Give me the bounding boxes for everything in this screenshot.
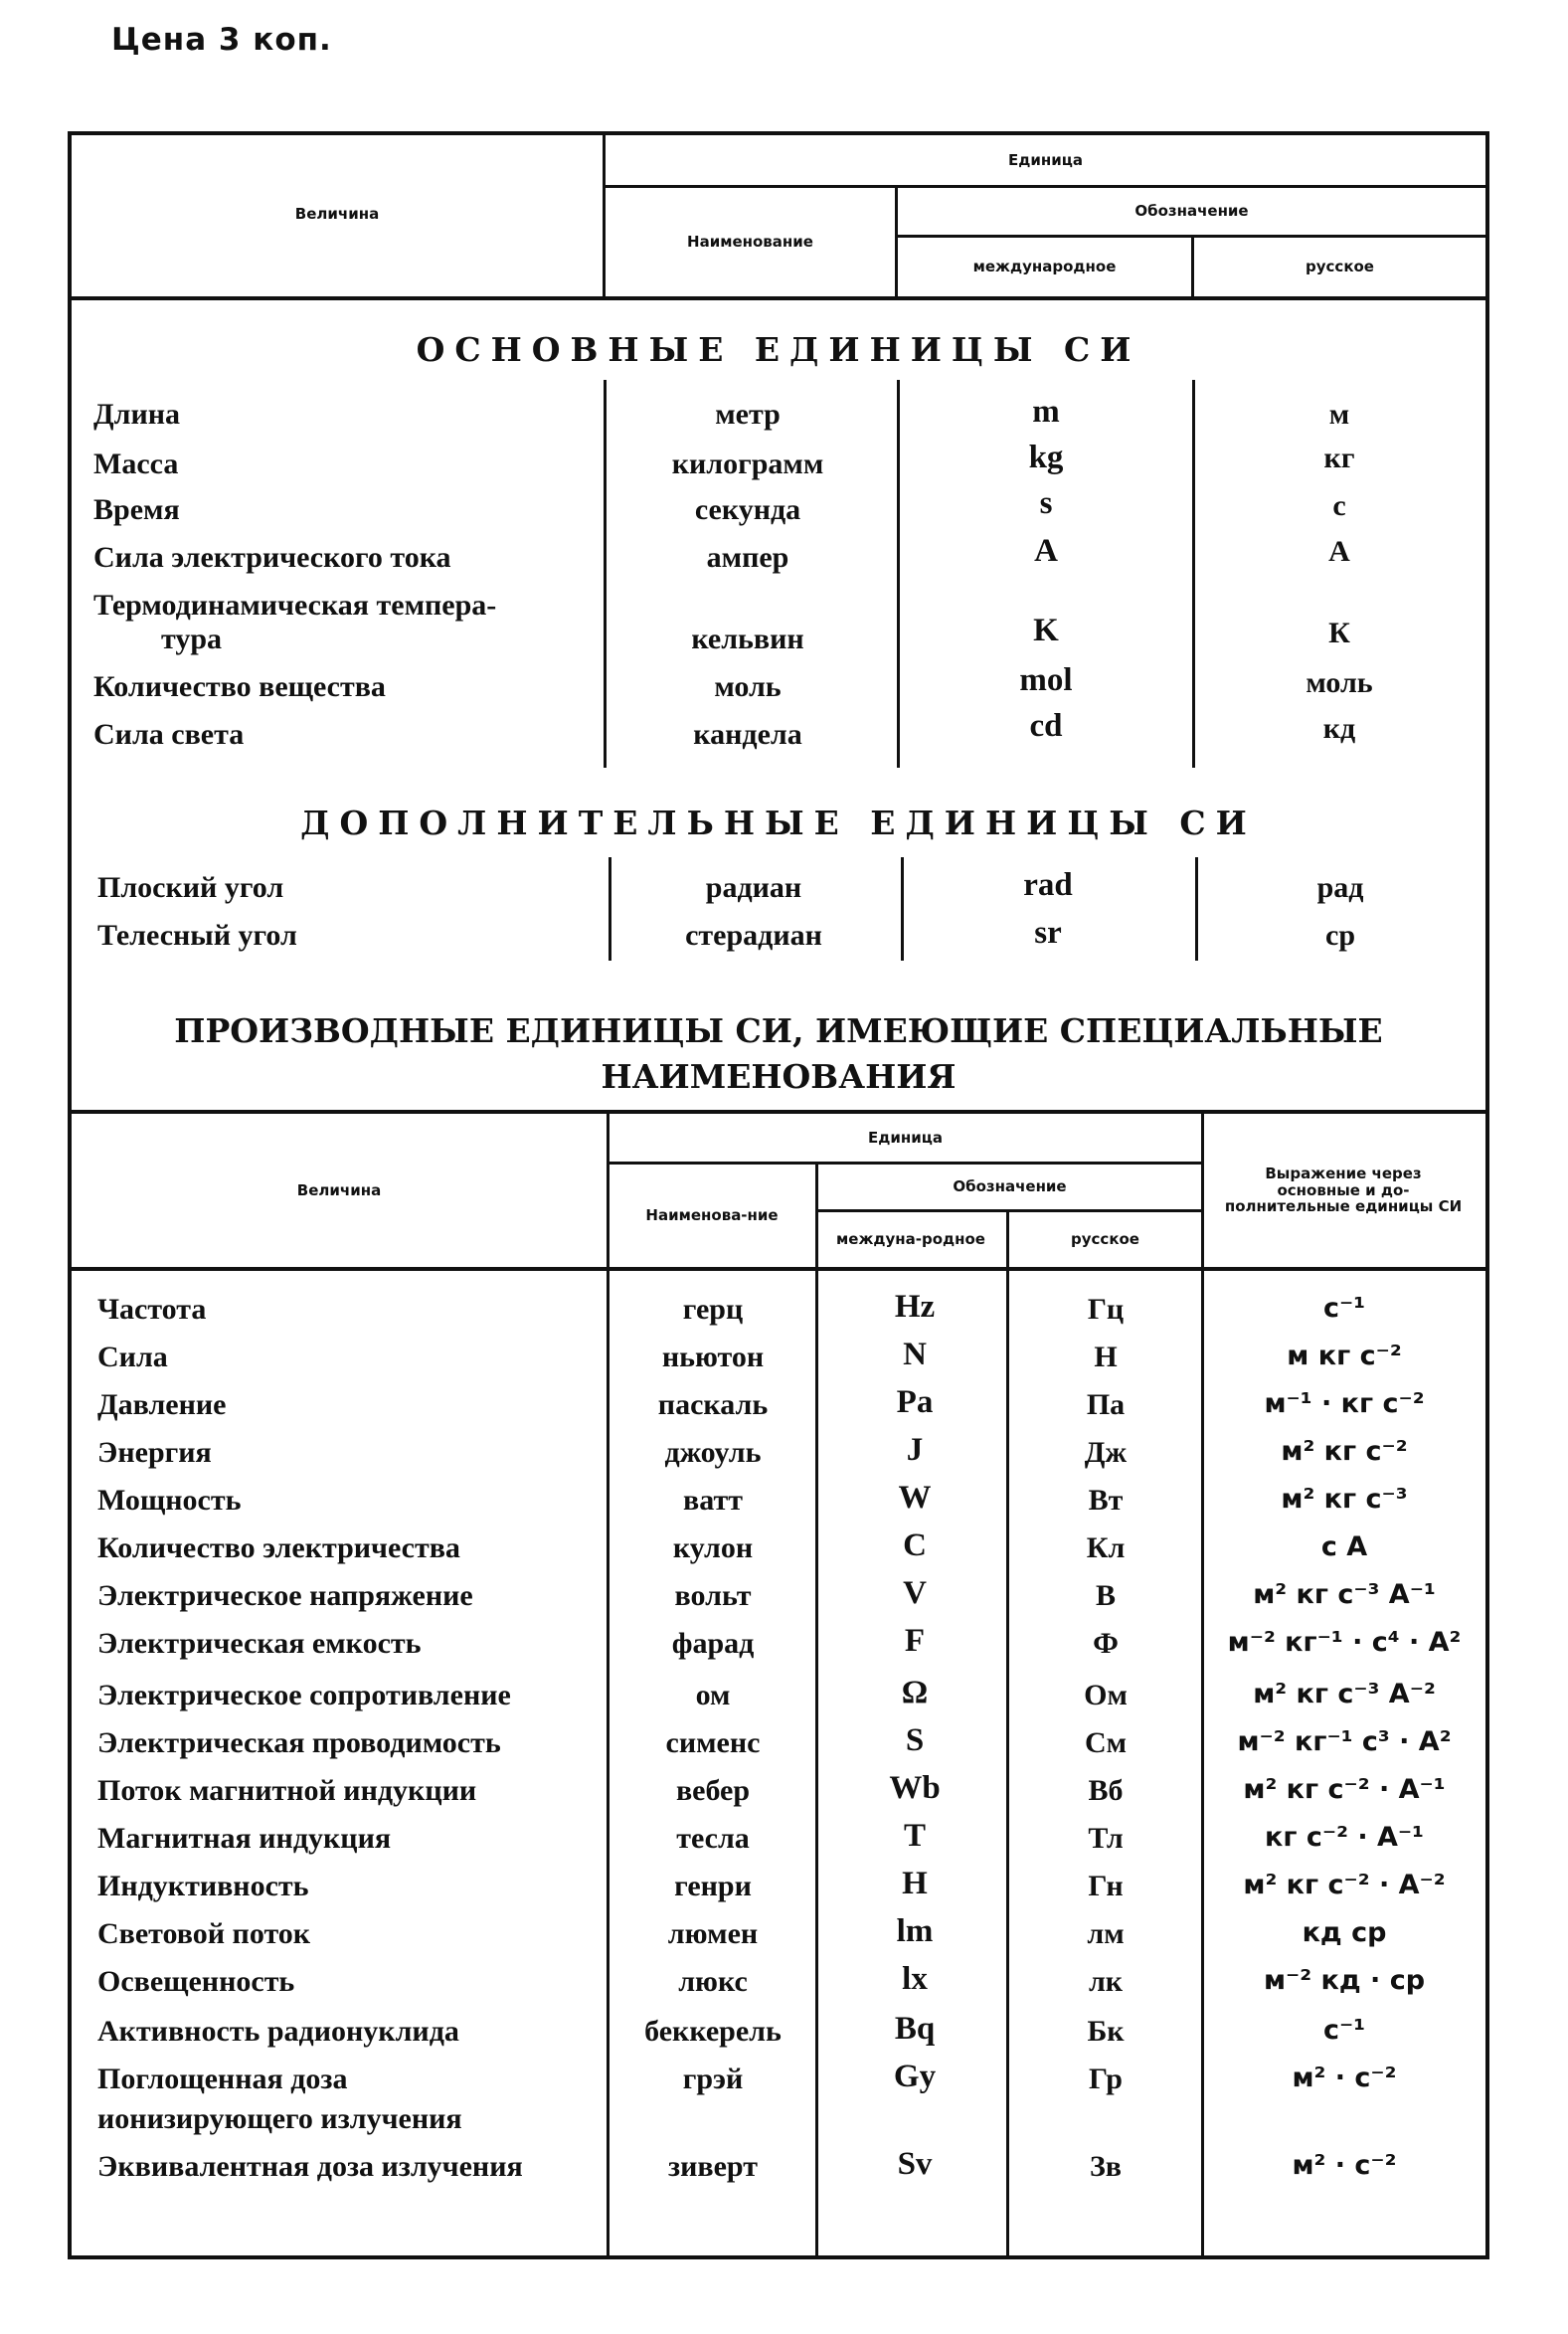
rus-cell: моль <box>1306 666 1373 699</box>
expression-cell: м кг с⁻² <box>1287 1341 1402 1371</box>
header-international: международное <box>972 258 1117 276</box>
intl-cell: S <box>905 1722 925 1758</box>
quantity-cell: Магнитная индукция <box>97 1822 392 1855</box>
quantity-cell: Телесный угол <box>97 919 297 952</box>
quantity-cell: Световой поток <box>97 1917 311 1950</box>
expression-cell: кд ср <box>1302 1917 1387 1948</box>
derived-title-line2: НАИМЕНОВАНИЯ <box>601 1057 957 1096</box>
quantity-cell: Поглощенная доза <box>97 2063 348 2095</box>
intl-cell: Wb <box>889 1770 941 1806</box>
intl-cell: J <box>906 1432 924 1468</box>
intl-cell: lx <box>902 1961 928 1997</box>
column-separator <box>897 380 900 768</box>
expression-cell: м⁻² кг⁻¹ · с⁴ · А² <box>1227 1627 1462 1658</box>
name-cell: вебер <box>675 1774 751 1807</box>
name-cell: радиан <box>705 871 802 904</box>
section-title-derived <box>72 1008 1485 1100</box>
column-separator <box>604 380 607 768</box>
quantity-cell: Освещенность <box>97 1965 295 1998</box>
intl-cell: mol <box>1019 662 1073 698</box>
rus-cell: м <box>1328 398 1350 431</box>
quantity-cell: Активность радионуклида <box>97 2015 459 2048</box>
name-cell: фарад <box>671 1627 755 1660</box>
intl-cell: N <box>903 1337 927 1372</box>
derived-header-unit: Единица <box>868 1128 943 1147</box>
rus-cell: Вб <box>1088 1774 1124 1807</box>
rus-cell: В <box>1095 1579 1117 1612</box>
derived-header-russian: русское <box>1071 1230 1139 1249</box>
rule <box>607 1110 610 2255</box>
intl-cell: Ω <box>901 1675 929 1710</box>
name-cell: генри <box>674 1870 752 1902</box>
name-cell: секунда <box>694 493 801 526</box>
name-cell: кулон <box>672 1531 754 1564</box>
quantity-cell: Количество электричества <box>97 1531 460 1564</box>
name-cell: беккерель <box>644 2015 782 2048</box>
quantity-cell-continued: ионизирующего излучения <box>97 2102 462 2135</box>
intl-cell: cd <box>1029 708 1063 744</box>
rus-cell: Гн <box>1088 1870 1124 1902</box>
intl-cell: Hz <box>894 1289 936 1325</box>
intl-cell: A <box>1034 533 1058 569</box>
quantity-cell: Индуктивность <box>97 1870 309 1902</box>
rus-cell: лм <box>1087 1917 1125 1950</box>
intl-cell: Sv <box>897 2146 933 2182</box>
name-cell: грэй <box>682 2063 744 2095</box>
quantity-cell: Сила света <box>93 718 245 751</box>
name-cell: стерадиан <box>685 919 822 952</box>
expression-cell: м² кг с⁻³ А⁻² <box>1253 1679 1436 1709</box>
rus-cell: Кл <box>1086 1531 1126 1564</box>
expression-cell: с⁻¹ <box>1322 2015 1366 2046</box>
quantity-cell-continued: тура <box>161 623 223 655</box>
rus-cell: Дж <box>1084 1436 1128 1469</box>
expression-cell: м² · с⁻² <box>1292 2150 1397 2181</box>
header-designation: Обозначение <box>1134 202 1249 221</box>
header-quantity: Величина <box>294 204 380 223</box>
price-label: Цена 3 коп. <box>111 22 332 58</box>
quantity-cell: Термодинамическая темпера- <box>93 589 497 622</box>
header-unit: Единица <box>1008 150 1083 169</box>
name-cell: люмен <box>667 1917 759 1950</box>
name-cell: ватт <box>683 1484 743 1517</box>
expression-cell: м² кг с⁻³ <box>1281 1484 1408 1515</box>
name-cell: ом <box>695 1679 731 1711</box>
header-name: Наименование <box>687 233 813 252</box>
rule <box>1201 1110 1204 2255</box>
intl-cell: sr <box>1034 915 1062 951</box>
derived-title-line1: ПРОИЗВОДНЫЕ ЕДИНИЦЫ СИ, ИМЕЮЩИЕ СПЕЦИАЛЬНЫЕ <box>174 1011 1383 1050</box>
section-title-supplementary: ДОПОЛНИТЕЛЬНЫЕ ЕДИНИЦЫ СИ <box>300 804 1257 842</box>
intl-cell: Pa <box>896 1384 934 1420</box>
intl-cell: C <box>903 1527 927 1563</box>
name-cell: ньютон <box>661 1341 765 1373</box>
rus-cell: ср <box>1325 919 1355 952</box>
name-cell: джоуль <box>664 1436 762 1469</box>
rus-cell: кд <box>1322 712 1356 745</box>
name-cell: моль <box>714 670 782 703</box>
name-cell: вольт <box>674 1579 752 1612</box>
intl-cell: m <box>1032 394 1060 430</box>
intl-cell: W <box>898 1480 932 1516</box>
derived-header-international: междуна-родное <box>836 1230 985 1249</box>
expression-cell: с⁻¹ <box>1322 1293 1366 1324</box>
expression-cell: м² · с⁻² <box>1292 2063 1397 2093</box>
derived-header-quantity: Величина <box>296 1180 382 1199</box>
quantity-cell: Частота <box>97 1293 207 1326</box>
column-separator <box>1195 857 1198 961</box>
quantity-cell: Энергия <box>97 1436 212 1469</box>
quantity-cell: Электрическое напряжение <box>97 1579 473 1612</box>
rule <box>72 296 1485 300</box>
rus-cell: Ом <box>1084 1679 1128 1711</box>
quantity-cell: Электрическое сопротивление <box>97 1679 511 1711</box>
intl-cell: rad <box>1023 867 1073 903</box>
intl-cell: T <box>903 1818 927 1854</box>
rule <box>815 1162 818 2255</box>
name-cell: люкс <box>678 1965 748 1998</box>
intl-cell: H <box>902 1866 928 1901</box>
expression-cell: м² кг с⁻² · А⁻¹ <box>1243 1774 1446 1805</box>
name-cell: метр <box>715 398 781 431</box>
quantity-cell: Мощность <box>97 1484 242 1517</box>
name-cell: килограмм <box>671 448 824 480</box>
rus-cell: лк <box>1088 1965 1124 1998</box>
expression-cell: м² кг с⁻² · А⁻² <box>1243 1870 1446 1900</box>
rus-cell: Зв <box>1089 2150 1123 2183</box>
rus-cell: Ф <box>1093 1627 1119 1660</box>
rus-cell: кг <box>1323 442 1355 474</box>
rus-cell: К <box>1328 617 1350 649</box>
column-separator <box>609 857 611 961</box>
quantity-cell: Электрическая проводимость <box>97 1726 501 1759</box>
quantity-cell: Эквивалентная доза излучения <box>97 2150 523 2183</box>
rus-cell: рад <box>1316 871 1364 904</box>
expression-cell: м² кг с⁻³ А⁻¹ <box>1253 1579 1436 1610</box>
section-title-base: ОСНОВНЫЕ ЕДИНИЦЫ СИ <box>416 330 1141 369</box>
rule <box>72 1267 1485 1271</box>
quantity-cell: Плоский угол <box>97 871 284 904</box>
quantity-cell: Сила электрического тока <box>93 541 451 574</box>
quantity-cell: Количество вещества <box>93 670 386 703</box>
si-units-table <box>68 131 1489 2259</box>
rule <box>1006 1209 1009 2255</box>
expression-cell: с А <box>1320 1531 1368 1562</box>
rus-cell: A <box>1328 535 1350 568</box>
intl-cell: Gy <box>893 2059 937 2094</box>
rus-cell: Гц <box>1087 1293 1125 1326</box>
rus-cell: Па <box>1086 1388 1126 1421</box>
intl-cell: Bq <box>894 2011 936 2047</box>
quantity-cell: Масса <box>93 448 179 480</box>
name-cell: герц <box>682 1293 744 1326</box>
expression-cell: м⁻² кг⁻¹ с³ · А² <box>1237 1726 1452 1757</box>
expression-cell: кг с⁻² · А⁻¹ <box>1265 1822 1424 1853</box>
rus-cell: Н <box>1094 1341 1118 1373</box>
column-separator <box>1192 380 1195 768</box>
name-cell: кельвин <box>691 623 804 655</box>
quantity-cell: Давление <box>97 1388 227 1421</box>
quantity-cell: Электрическая емкость <box>97 1627 422 1660</box>
rus-cell: См <box>1084 1726 1128 1759</box>
intl-cell: V <box>903 1575 927 1611</box>
derived-header-designation: Обозначение <box>953 1177 1067 1196</box>
header-russian: русское <box>1306 258 1374 276</box>
name-cell: кандела <box>693 718 802 751</box>
name-cell: ампер <box>706 541 789 574</box>
quantity-cell: Поток магнитной индукции <box>97 1774 477 1807</box>
rus-cell: Тл <box>1088 1822 1124 1855</box>
quantity-cell: Сила <box>97 1341 168 1373</box>
name-cell: зиверт <box>668 2150 758 2183</box>
intl-cell: lm <box>896 1913 934 1949</box>
expression-cell: м⁻² кд · ср <box>1263 1965 1426 1996</box>
rus-cell: Вт <box>1088 1484 1124 1517</box>
intl-cell: kg <box>1028 440 1064 475</box>
intl-cell: F <box>904 1623 926 1659</box>
name-cell: тесла <box>676 1822 750 1855</box>
derived-header-expression: Выражение через основные и до-полнительные единицы СИ <box>1224 1165 1463 1216</box>
name-cell: сименс <box>665 1726 761 1759</box>
column-separator <box>901 857 904 961</box>
rus-cell: Гр <box>1089 2063 1123 2095</box>
intl-cell: K <box>1033 613 1059 648</box>
derived-header-name: Наименова-ние <box>645 1206 779 1225</box>
rus-cell: Бк <box>1087 2015 1125 2048</box>
expression-cell: м⁻¹ · кг с⁻² <box>1264 1388 1425 1419</box>
quantity-cell: Время <box>93 493 180 526</box>
intl-cell: s <box>1039 485 1053 521</box>
quantity-cell: Длина <box>93 398 181 431</box>
name-cell: паскаль <box>657 1388 769 1421</box>
expression-cell: м² кг с⁻² <box>1281 1436 1408 1467</box>
rus-cell: с <box>1332 489 1346 522</box>
